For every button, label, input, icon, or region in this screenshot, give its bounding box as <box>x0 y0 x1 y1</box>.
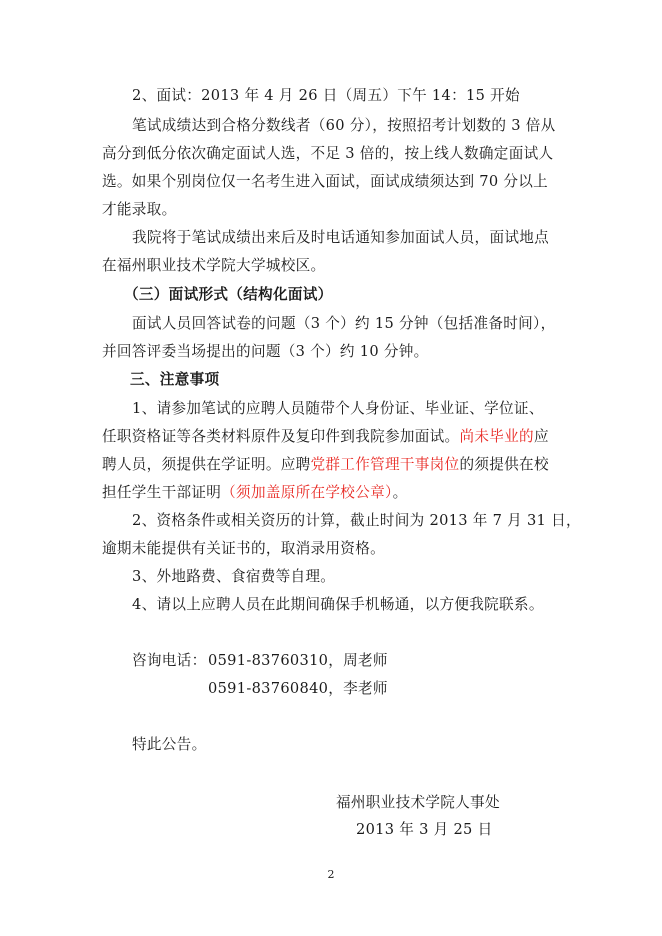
contact-phone-1: 0591-83760310，周老师 <box>208 652 388 669</box>
text-span: 担任学生干部证明 <box>102 484 222 501</box>
paragraph-line: 2、资格条件或相关资历的计算，截止时间为 2013 年 7 月 31 日， <box>132 512 581 529</box>
signature-organization: 福州职业技术学院人事处 <box>336 794 500 811</box>
notes-item-4: 4、请以上应聘人员在此期间确保手机畅通，以方便我院联系。 <box>132 596 544 613</box>
paragraph-line <box>102 427 549 447</box>
interview-format-heading: （三）面试形式（结构化面试） <box>124 286 333 303</box>
paragraph-line: 才能录取。 <box>102 201 177 218</box>
paragraph-line <box>102 455 549 475</box>
notes-item-3: 3、外地路费、食宿费等自理。 <box>132 568 336 585</box>
paragraph-line: 我院将于笔试成绩出来后及时电话通知参加面试人员，面试地点 <box>132 229 550 246</box>
paragraph-line: 笔试成绩达到合格分数线者（60 分），按照招考计划数的 3 倍从 <box>132 117 556 134</box>
closing-statement: 特此公告。 <box>132 736 207 753</box>
notes-heading: 三、注意事项 <box>130 371 220 388</box>
highlight-position-name: 党群工作管理干事岗位 <box>310 456 460 473</box>
text-span: 。 <box>392 484 408 501</box>
paragraph-line: 并回答评委当场提出的问题（3 个）约 10 分钟。 <box>102 343 429 360</box>
text-span: 的须提供在校 <box>459 456 549 473</box>
contact-label: 咨询电话： <box>132 652 207 669</box>
paragraph-line: 1、请参加笔试的应聘人员随带个人身份证、毕业证、学位证、 <box>132 400 544 417</box>
text-span: 聘人员，须提供在学证明。应聘 <box>102 456 311 473</box>
paragraph-line: 选。如果个别岗位仅一名考生进入面试，面试成绩须达到 70 分以上 <box>102 173 549 190</box>
interview-schedule-heading: 2、面试：2013 年 4 月 26 日（周五）下午 14：15 开始 <box>132 87 520 104</box>
text-span: 应 <box>533 428 549 445</box>
paragraph-line: 逾期未能提供有关证书的，取消录用资格。 <box>102 540 385 557</box>
text-span: 任职资格证等各类材料原件及复印件到我院参加面试。 <box>102 428 460 445</box>
paragraph-line: 在福州职业技术学院大学城校区。 <box>102 257 326 274</box>
paragraph-line: 面试人员回答试卷的问题（3 个）约 15 分钟（包括准备时间）， <box>132 315 556 332</box>
paragraph-line <box>102 483 408 503</box>
paragraph-line: 高分到低分依次确定面试人选，不足 3 倍的，按上线人数确定面试人 <box>102 145 554 162</box>
page-number: 2 <box>327 868 335 881</box>
highlight-official-seal: （须加盖原所在学校公章） <box>221 484 393 501</box>
contact-phone-2: 0591-83760840，李老师 <box>208 680 388 697</box>
highlight-not-graduated: 尚未毕业的 <box>459 428 534 445</box>
signature-date: 2013 年 3 月 25 日 <box>356 821 493 838</box>
